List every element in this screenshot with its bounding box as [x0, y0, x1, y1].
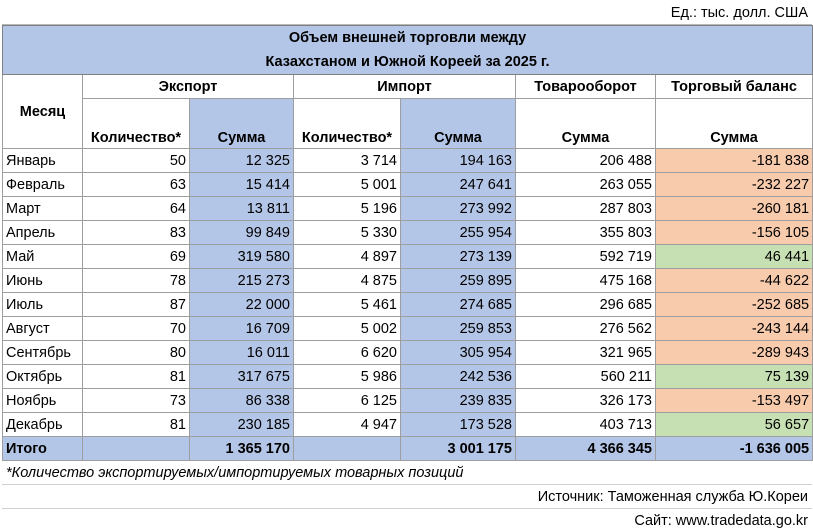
- import-quantity-cell: 4 947: [294, 413, 401, 437]
- export-sum-cell: 317 675: [190, 365, 294, 389]
- import-quantity-cell: 3 714: [294, 149, 401, 173]
- import-quantity-cell: 5 461: [294, 293, 401, 317]
- import-quantity-cell: 4 897: [294, 245, 401, 269]
- balance-cell: -44 622: [656, 269, 813, 293]
- import-header: Импорт: [294, 75, 516, 99]
- import-sum-header: Сумма: [401, 99, 516, 149]
- import-sum-cell: 173 528: [401, 413, 516, 437]
- month-cell: Сентябрь: [3, 341, 83, 365]
- export-sum-cell: 319 580: [190, 245, 294, 269]
- export-sum-cell: 99 849: [190, 221, 294, 245]
- site-note: Сайт: www.tradedata.go.kr: [634, 513, 808, 529]
- import-sum-cell: 259 895: [401, 269, 516, 293]
- turnover-cell: 287 803: [516, 197, 656, 221]
- export-sum-header: Сумма: [190, 99, 294, 149]
- total-turnover: 4 366 345: [516, 437, 656, 461]
- export-quantity-cell: 63: [83, 173, 190, 197]
- total-export-sum: 1 365 170: [190, 437, 294, 461]
- export-quantity-cell: 50: [83, 149, 190, 173]
- import-quantity-cell: 5 196: [294, 197, 401, 221]
- balance-cell: -243 144: [656, 317, 813, 341]
- balance-cell: -252 685: [656, 293, 813, 317]
- month-cell: Апрель: [3, 221, 83, 245]
- balance-cell: 75 139: [656, 365, 813, 389]
- turnover-cell: 403 713: [516, 413, 656, 437]
- table-row: [3, 173, 813, 197]
- balance-cell: 46 441: [656, 245, 813, 269]
- export-quantity-cell: 78: [83, 269, 190, 293]
- balance-cell: -156 105: [656, 221, 813, 245]
- total-label: Итого: [3, 437, 83, 461]
- month-cell: Ноябрь: [3, 389, 83, 413]
- balance-cell: -153 497: [656, 389, 813, 413]
- import-sum-cell: 273 139: [401, 245, 516, 269]
- table-row: [3, 197, 813, 221]
- import-quantity-cell: 5 986: [294, 365, 401, 389]
- import-quantity-cell: 5 330: [294, 221, 401, 245]
- import-sum-cell: 274 685: [401, 293, 516, 317]
- units-note: Ед.: тыс. долл. США: [2, 2, 812, 25]
- turnover-cell: 560 211: [516, 365, 656, 389]
- turnover-cell: 263 055: [516, 173, 656, 197]
- month-cell: Октябрь: [3, 365, 83, 389]
- export-sum-cell: 22 000: [190, 293, 294, 317]
- import-sum-cell: 247 641: [401, 173, 516, 197]
- export-sum-cell: 215 273: [190, 269, 294, 293]
- import-sum-cell: 194 163: [401, 149, 516, 173]
- total-import-quantity: [294, 437, 401, 461]
- export-quantity-cell: 73: [83, 389, 190, 413]
- total-balance: -1 636 005: [656, 437, 813, 461]
- balance-cell: -232 227: [656, 173, 813, 197]
- import-quantity-cell: 4 875: [294, 269, 401, 293]
- month-cell: Июнь: [3, 269, 83, 293]
- export-sum-cell: 13 811: [190, 197, 294, 221]
- export-quantity-cell: 69: [83, 245, 190, 269]
- turnover-header: Товарооборот: [516, 75, 656, 99]
- export-quantity-cell: 81: [83, 413, 190, 437]
- import-quantity-header: Количество*: [294, 99, 401, 149]
- turnover-cell: 326 173: [516, 389, 656, 413]
- turnover-cell: 206 488: [516, 149, 656, 173]
- import-sum-cell: 255 954: [401, 221, 516, 245]
- turnover-cell: 276 562: [516, 317, 656, 341]
- export-sum-cell: 12 325: [190, 149, 294, 173]
- balance-sum-header: Сумма: [656, 99, 813, 149]
- export-header: Экспорт: [83, 75, 294, 99]
- import-sum-cell: 239 835: [401, 389, 516, 413]
- table-row: [3, 317, 813, 341]
- source-note: Источник: Таможенная служба Ю.Кореи: [2, 485, 812, 509]
- import-quantity-cell: 5 002: [294, 317, 401, 341]
- balance-cell: -289 943: [656, 341, 813, 365]
- table-row: [3, 221, 813, 245]
- month-header: Месяц: [3, 75, 83, 149]
- balance-cell: -181 838: [656, 149, 813, 173]
- export-quantity-cell: 81: [83, 365, 190, 389]
- balance-header: Торговый баланс: [656, 75, 813, 99]
- import-sum-cell: 305 954: [401, 341, 516, 365]
- month-cell: Июль: [3, 293, 83, 317]
- month-cell: Декабрь: [3, 413, 83, 437]
- turnover-cell: 592 719: [516, 245, 656, 269]
- import-quantity-cell: 5 001: [294, 173, 401, 197]
- table-row: [3, 149, 813, 173]
- table-row: [3, 269, 813, 293]
- balance-cell: 56 657: [656, 413, 813, 437]
- table-row: [3, 341, 813, 365]
- export-sum-cell: 86 338: [190, 389, 294, 413]
- title-line-1: Объем внешней торговли между: [288, 30, 527, 46]
- turnover-cell: 355 803: [516, 221, 656, 245]
- export-sum-cell: 230 185: [190, 413, 294, 437]
- month-cell: Май: [3, 245, 83, 269]
- table-row: [3, 413, 813, 437]
- export-quantity-cell: 70: [83, 317, 190, 341]
- export-quantity-cell: 80: [83, 341, 190, 365]
- turnover-cell: 475 168: [516, 269, 656, 293]
- table-row: [3, 389, 813, 413]
- turnover-sum-header: Сумма: [516, 99, 656, 149]
- import-sum-cell: 242 536: [401, 365, 516, 389]
- export-sum-cell: 16 709: [190, 317, 294, 341]
- total-import-sum: 3 001 175: [401, 437, 516, 461]
- month-cell: Февраль: [3, 173, 83, 197]
- export-quantity-cell: 83: [83, 221, 190, 245]
- table-row: [3, 293, 813, 317]
- export-sum-cell: 16 011: [190, 341, 294, 365]
- import-sum-cell: 259 853: [401, 317, 516, 341]
- table-row: [3, 365, 813, 389]
- trade-table: [2, 25, 813, 461]
- export-quantity-cell: 87: [83, 293, 190, 317]
- table-row: [3, 245, 813, 269]
- total-row: [3, 437, 813, 461]
- export-quantity-cell: 64: [83, 197, 190, 221]
- export-quantity-header: Количество*: [83, 99, 190, 149]
- title-line-2: Казахстаном и Южной Кореей за 2025 г.: [265, 54, 550, 70]
- balance-cell: -260 181: [656, 197, 813, 221]
- footnote: *Количество экспортируемых/импортируемых товарных позиций: [2, 461, 812, 485]
- month-cell: Март: [3, 197, 83, 221]
- month-cell: Январь: [3, 149, 83, 173]
- import-quantity-cell: 6 620: [294, 341, 401, 365]
- table-title: [3, 26, 813, 75]
- turnover-cell: 296 685: [516, 293, 656, 317]
- turnover-cell: 321 965: [516, 341, 656, 365]
- import-sum-cell: 273 992: [401, 197, 516, 221]
- month-cell: Август: [3, 317, 83, 341]
- total-export-quantity: [83, 437, 190, 461]
- spreadsheet: [2, 2, 812, 532]
- export-sum-cell: 15 414: [190, 173, 294, 197]
- import-quantity-cell: 6 125: [294, 389, 401, 413]
